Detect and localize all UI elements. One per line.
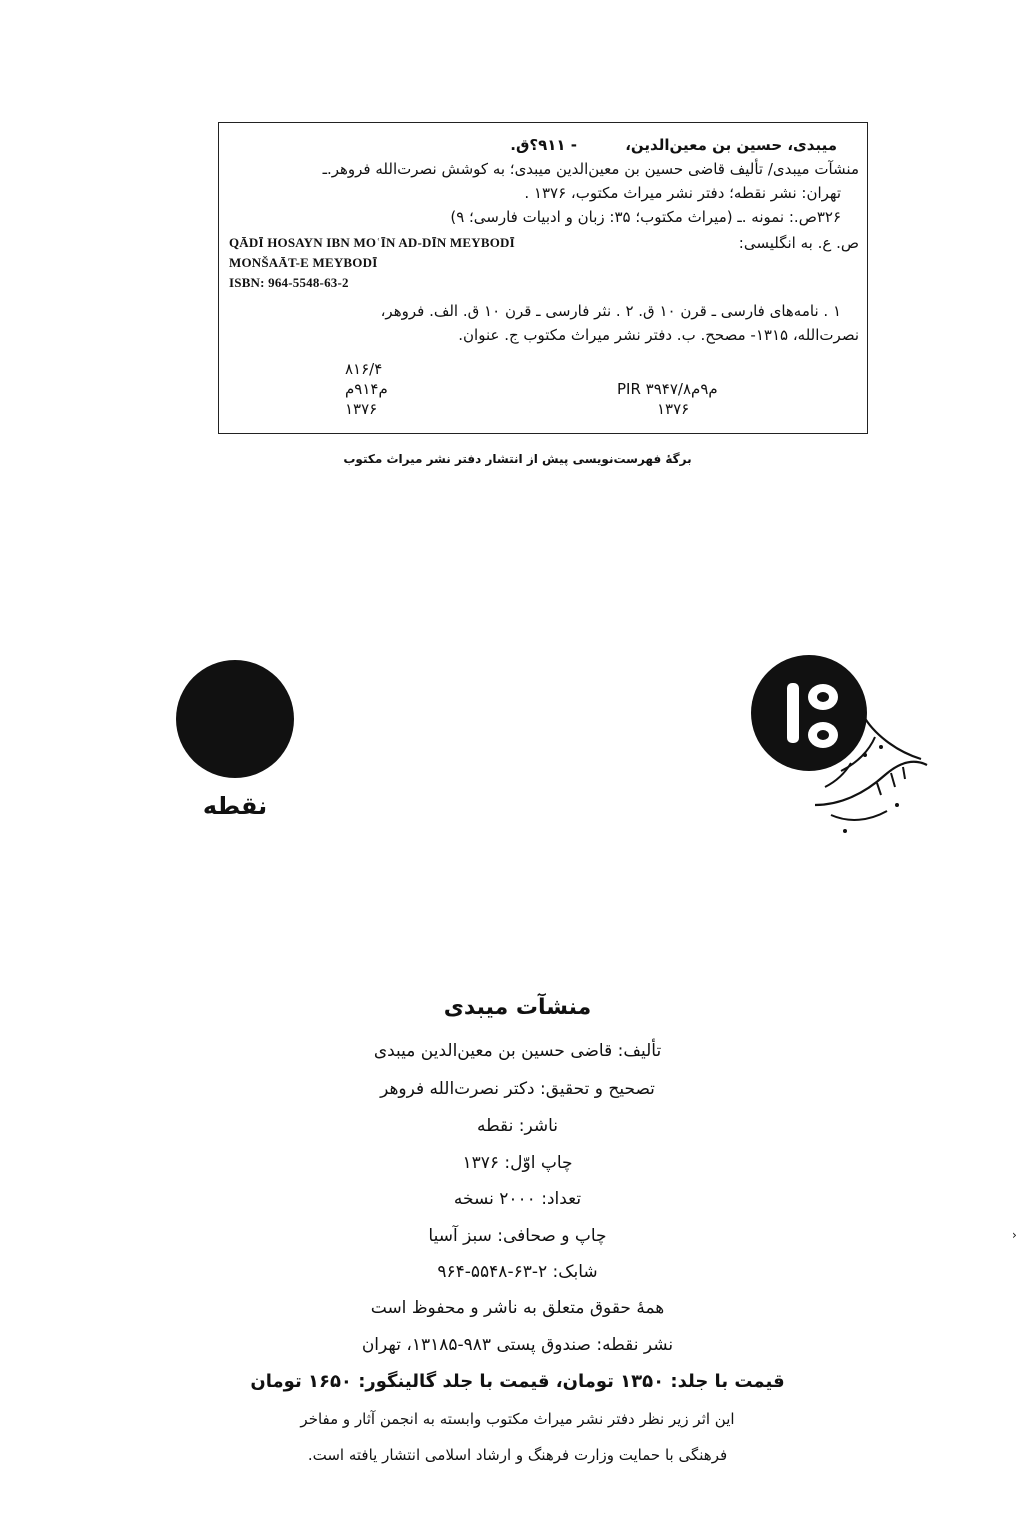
cip-author-dates: - ۹۱۱؟ق. bbox=[510, 136, 577, 154]
cataloging-in-publication-box bbox=[218, 122, 868, 434]
nashr-logo-circle bbox=[176, 660, 294, 778]
isbn-line: شابک: ۲-۶۳-۵۵۴۸-۹۶۴ bbox=[437, 1262, 598, 1282]
author-line: تألیف: قاضی حسین بن معین‌الدین میبدی bbox=[373, 1041, 662, 1061]
rights-line: همهٔ حقوق متعلق به ناشر و محفوظ است bbox=[370, 1298, 665, 1318]
cip-author: میبدی، حسین بن معین‌الدین، bbox=[625, 136, 837, 154]
cip-lc-number: PIR ۳۹۴۷/م۹م۸ bbox=[617, 380, 718, 398]
cip-subjects: ۱ . نامه‌های فارسی ـ قرن ۱۰ ق. ۲ . نثر فارسی ـ قرن ۱۰ ق. الف. فروهر، bbox=[380, 302, 841, 320]
cip-dewey-year: ۱۳۷۶ bbox=[345, 400, 378, 418]
cip-added-entries: نصرت‌الله، ۱۳۱۵- مصحح. ب. دفتر نشر میراث مکتوب ج. عنوان. bbox=[458, 326, 859, 344]
cip-collation: ۳۲۶ص.: نمونه .ـ (میراث مکتوب؛ ۳۵: زبان و ادبیات فارسی؛ ۹) bbox=[450, 208, 841, 226]
cip-imprint: تهران: نشر نقطه؛ دفتر نشر میراث مکتوب، ۱۳۷۶ . bbox=[524, 184, 841, 202]
cip-isbn: ISBN: 964-5548-63-2 bbox=[229, 275, 349, 290]
cip-caption: برگهٔ فهرست‌نویسی پیش از انتشار دفتر نشر میراث مکتوب bbox=[343, 452, 692, 466]
cip-lc-year: ۱۳۷۶ bbox=[657, 400, 690, 418]
edition-line: چاپ اوّل: ۱۳۷۶ bbox=[462, 1153, 573, 1173]
cip-title-statement: منشآت میبدی/ تألیف قاضی حسین بن معین‌الدین میبدی؛ به کوشش نصرت‌الله فروهر.ـ bbox=[322, 160, 859, 178]
sponsor-note-line-2: فرهنگی با حمایت وزارت فرهنگ و ارشاد اسلامی انتشار یافته است. bbox=[307, 1446, 728, 1464]
address-line: نشر نقطه: صندوق پستی ۹۸۳-۱۳۱۸۵، تهران bbox=[361, 1335, 674, 1355]
printing-line: چاپ و صحافی: سبز آسیا bbox=[428, 1226, 607, 1246]
nashr-logo-name: نقطه bbox=[202, 792, 268, 820]
publisher-line: ناشر: نقطه bbox=[476, 1116, 559, 1136]
mirath-maktoob-logo bbox=[745, 655, 935, 835]
margin-mark: › bbox=[1012, 1228, 1017, 1242]
cip-romanized-label: ص. ع. به انگلیسی: bbox=[738, 234, 859, 252]
cip-dewey-cutter: م۹۱۴م bbox=[345, 380, 388, 398]
cip-romanized-author: QĀDĪ HOSAYN IBN MOʿĪN AD-DĪN MEYBODĪ bbox=[229, 235, 515, 250]
copies-line: تعداد: ۲۰۰۰ نسخه bbox=[453, 1189, 582, 1209]
sponsor-note-line-1: این اثر زیر نظر دفتر نشر میراث مکتوب وابسته به انجمن آثار و مفاخر bbox=[300, 1410, 735, 1428]
book-title: منشآت میبدی bbox=[443, 995, 592, 1020]
cip-romanized-title: MONŠAĀT-E MEYBODĪ bbox=[229, 255, 378, 270]
editor-line: تصحیح و تحقیق: دکتر نصرت‌الله فروهر bbox=[380, 1079, 655, 1099]
price-line: قیمت با جلد: ۱۳۵۰ تومان، قیمت با جلد گالینگور: ۱۶۵۰ تومان bbox=[250, 1371, 785, 1392]
cip-dewey-number: ۸۱۶/۴ bbox=[345, 360, 383, 378]
